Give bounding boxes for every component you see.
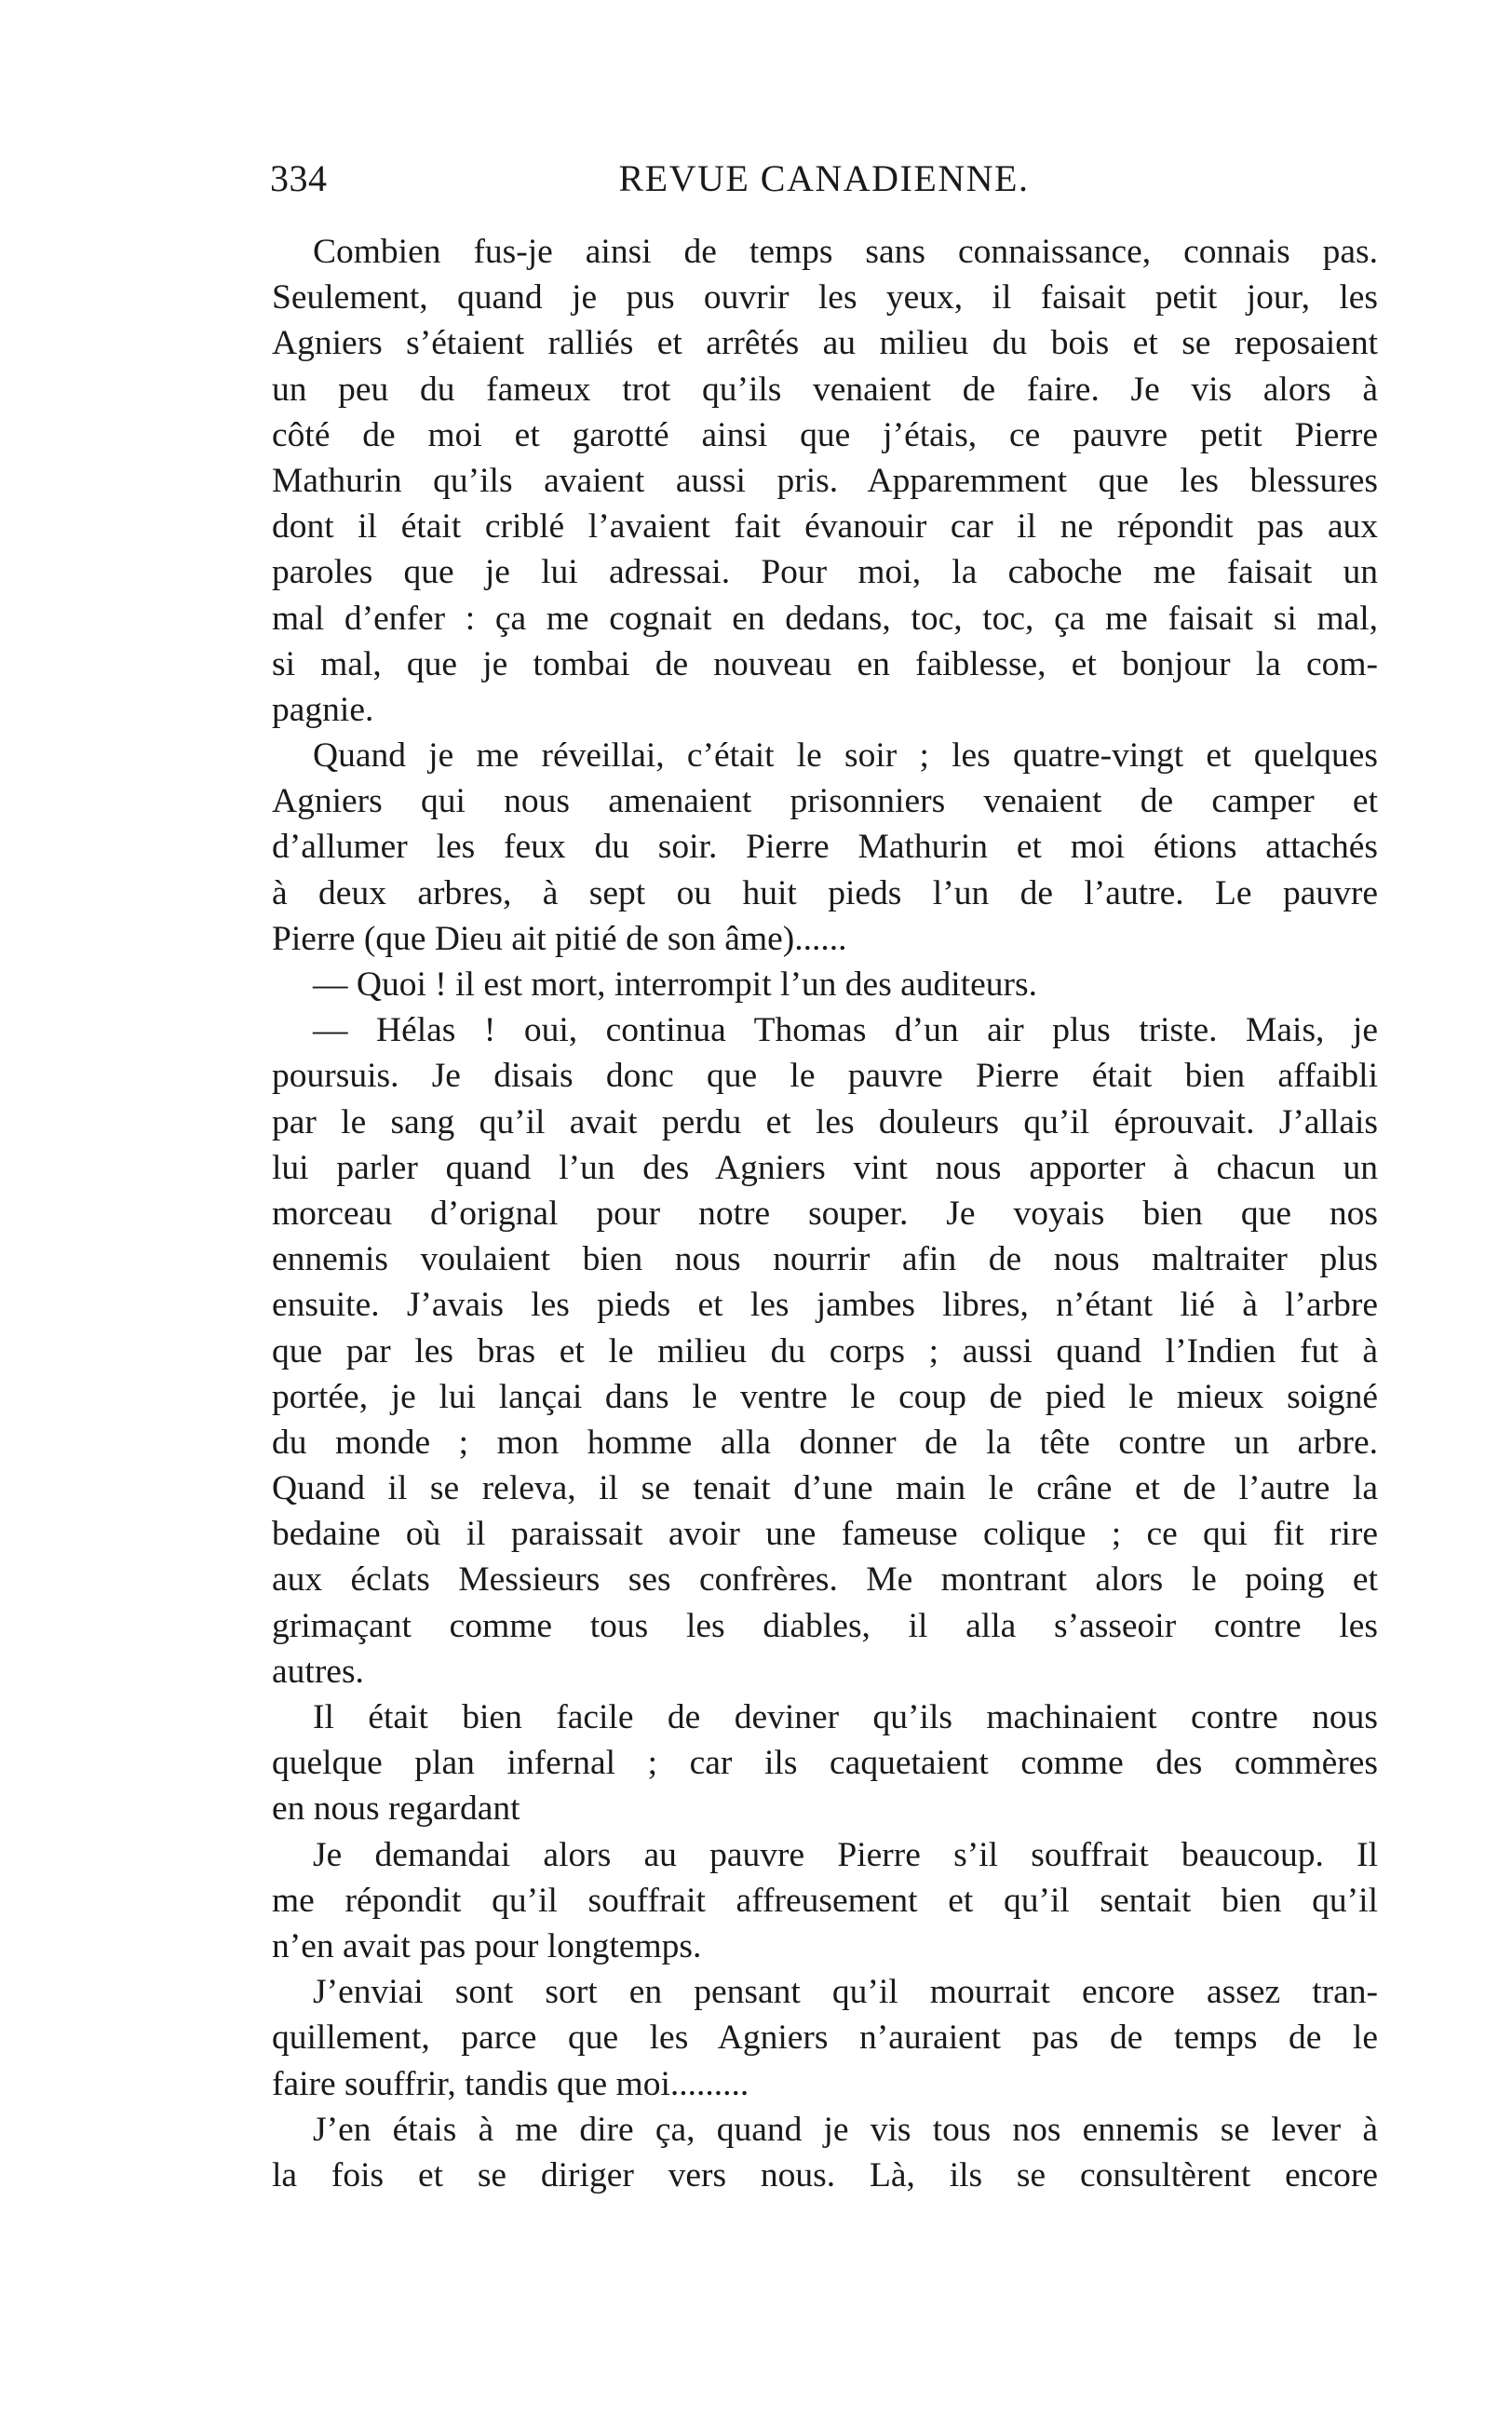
text-line: Seulement, quand je pus ouvrir les yeux, il faisait petit jour, les [272,278,1378,317]
text-line: Agniers qui nous amenaient prisonniers venaient de camper et [272,782,1378,821]
text-line: en nous regardant [272,1789,520,1829]
text-line: bedaine où il paraissait avoir une fameuse colique ; ce qui fit rire [272,1515,1378,1554]
text-line: ennemis voulaient bien nous nourrir afin de nous maltraiter plus [272,1240,1378,1279]
text-line: dont il était criblé l’avaient fait évanouir car il ne répondit pas aux [272,507,1378,547]
text-line: autres. [272,1652,364,1691]
text-line: si mal, que je tombai de nouveau en faiblesse, et bonjour la com- [272,644,1378,683]
text-line: pagnie. [272,690,374,729]
text-line: du monde ; mon homme alla donner de la tête contre un arbre. [272,1423,1378,1462]
text-line: morceau d’orignal pour notre souper. Je voyais bien que nos [272,1194,1378,1233]
text-line: grimaçant comme tous les diables, il alla s’asseoir contre les [272,1606,1378,1645]
text-line: côté de moi et garotté ainsi que j’étais, ce pauvre petit Pierre [272,415,1378,454]
running-head [270,156,1378,212]
text-line: ensuite. J’avais les pieds et les jambes libres, n’étant lié à l’arbre [272,1286,1378,1325]
text-line: me répondit qu’il souffrait affreusement et qu’il sentait bien qu’il [272,1881,1378,1920]
page-number: 334 [270,157,328,199]
text-line: Il était bien facile de deviner qu’ils machinaient contre nous [313,1698,1378,1736]
text-line: quelque plan infernal ; car ils caquetaient comme des commères [272,1744,1378,1783]
text-line: Je demandai alors au pauvre Pierre s’il souffrait beaucoup. Il [313,1835,1378,1874]
text-line: Quand je me réveillai, c’était le soir ; les quatre-vingt et quelques [313,736,1378,776]
text-line: aux éclats Messieurs ses confrères. Me montrant alors le poing et [272,1560,1378,1600]
text-line: d’allumer les feux du soir. Pierre Mathurin et moi étions attachés [272,828,1378,867]
text-line: Mathurin qu’ils avaient aussi pris. Apparemment que les blessures [272,461,1378,500]
text-line: quillement, parce que les Agniers n’auraient pas de temps de le [272,2019,1378,2058]
text-line: n’en avait pas pour longtemps. [272,1926,702,1965]
text-line: Pierre (que Dieu ait pitié de son âme)...... [272,919,847,958]
text-line: la fois et se diriger vers nous. Là, ils se consultèrent encore [272,2155,1378,2194]
text-line: un peu du fameux trot qu’ils venaient de faire. Je vis alors à [272,370,1378,409]
body-text [272,229,1378,2198]
text-line: par le sang qu’il avait perdu et les douleurs qu’il éprouvait. J’allais [272,1102,1378,1141]
text-line: paroles que je lui adressai. Pour moi, la caboche me faisait un [272,553,1378,592]
journal-title: REVUE CANADIENNE. [618,157,1030,199]
text-line: — Hélas ! oui, continua Thomas d’un air plus triste. Mais, je [313,1011,1378,1050]
text-line: J’enviai sont sort en pensant qu’il mourrait encore assez tran- [313,1973,1378,2012]
text-line: que par les bras et le milieu du corps ; aussi quand l’Indien fut à [272,1331,1378,1371]
text-line: J’en étais à me dire ça, quand je vis tous nos ennemis se lever à [313,2110,1378,2149]
text-line: Quand il se releva, il se tenait d’une main le crâne et de l’autre la [272,1469,1378,1508]
text-line: Agniers s’étaient ralliés et arrêtés au milieu du bois et se reposaient [272,324,1378,363]
text-line: Combien fus-je ainsi de temps sans connaissance, connais pas. [313,233,1378,271]
text-line: à deux arbres, à sept ou huit pieds l’un de l’autre. Le pauvre [272,873,1378,912]
text-line: poursuis. Je disais donc que le pauvre Pierre était bien affaibli [272,1057,1378,1096]
text-line: — Quoi ! il est mort, interrompit l’un des auditeurs. [313,965,1037,1004]
text-line: mal d’enfer : ça me cognait en dedans, toc, toc, ça me faisait si mal, [272,599,1378,638]
text-line: portée, je lui lançai dans le ventre le coup de pied le mieux soigné [272,1377,1378,1416]
text-line: lui parler quand l’un des Agniers vint nous apporter à chacun un [272,1148,1378,1187]
text-line: faire souffrir, tandis que moi......... [272,2064,749,2103]
